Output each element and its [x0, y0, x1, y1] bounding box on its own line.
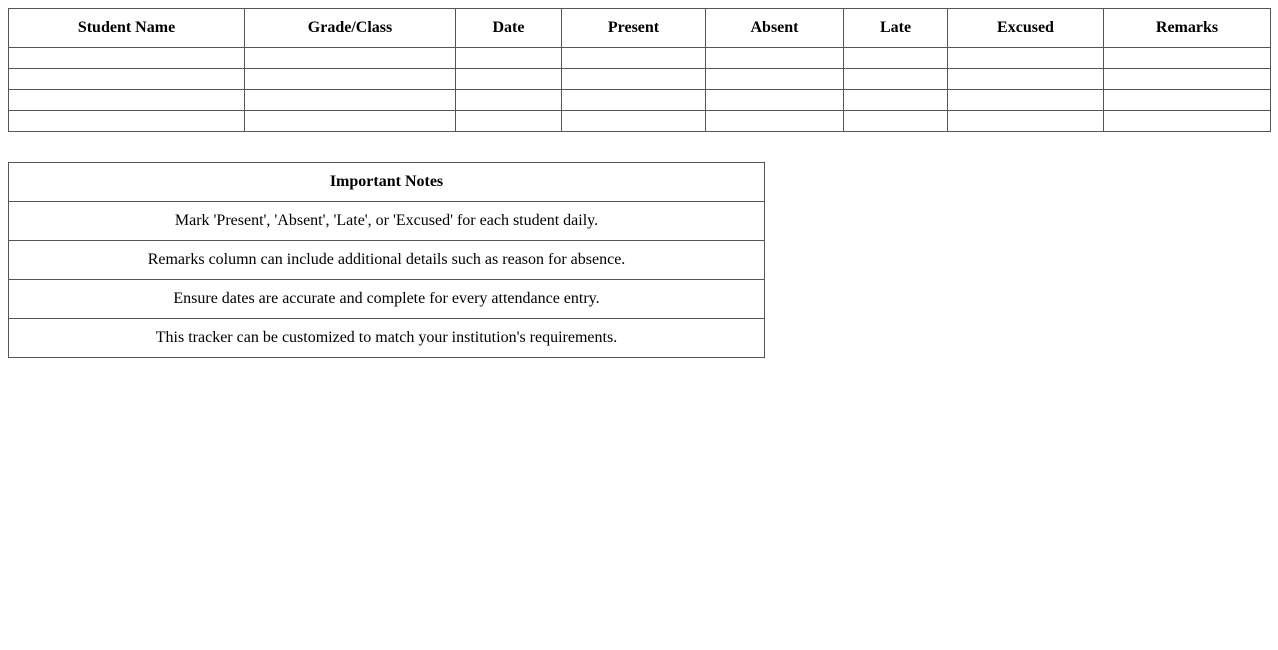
note-item: Mark 'Present', 'Absent', 'Late', or 'Excused' for each student daily.: [9, 202, 765, 241]
attendance-table: [8, 8, 1271, 132]
column-header-date: Date: [456, 9, 562, 48]
column-header-excused: Excused: [948, 9, 1104, 48]
table-cell[interactable]: [9, 69, 245, 90]
column-header-late: Late: [844, 9, 948, 48]
note-row: [9, 241, 765, 280]
table-cell[interactable]: [245, 69, 456, 90]
table-header-row: [9, 9, 1271, 48]
notes-header-row: [9, 163, 765, 202]
table-cell[interactable]: [9, 48, 245, 69]
table-cell[interactable]: [456, 69, 562, 90]
table-cell[interactable]: [456, 48, 562, 69]
column-header-absent: Absent: [706, 9, 844, 48]
table-cell[interactable]: [1104, 48, 1271, 69]
table-cell[interactable]: [706, 48, 844, 69]
table-cell[interactable]: [948, 69, 1104, 90]
table-cell[interactable]: [456, 90, 562, 111]
table-row: [9, 90, 1271, 111]
table-cell[interactable]: [562, 90, 706, 111]
note-row: [9, 202, 765, 241]
table-cell[interactable]: [456, 111, 562, 132]
table-cell[interactable]: [844, 48, 948, 69]
table-cell[interactable]: [562, 111, 706, 132]
table-row: [9, 48, 1271, 69]
table-cell[interactable]: [844, 111, 948, 132]
table-cell[interactable]: [9, 90, 245, 111]
table-cell[interactable]: [562, 69, 706, 90]
important-notes-table: [8, 162, 765, 358]
note-item: This tracker can be customized to match your institution's requirements.: [9, 319, 765, 358]
table-cell[interactable]: [948, 111, 1104, 132]
table-cell[interactable]: [948, 48, 1104, 69]
table-cell[interactable]: [948, 90, 1104, 111]
table-cell[interactable]: [245, 90, 456, 111]
table-cell[interactable]: [706, 111, 844, 132]
column-header-student-name: Student Name: [9, 9, 245, 48]
table-cell[interactable]: [1104, 69, 1271, 90]
table-cell[interactable]: [706, 90, 844, 111]
column-header-present: Present: [562, 9, 706, 48]
table-cell[interactable]: [9, 111, 245, 132]
column-header-remarks: Remarks: [1104, 9, 1271, 48]
column-header-grade-class: Grade/Class: [245, 9, 456, 48]
table-cell[interactable]: [844, 90, 948, 111]
table-row: [9, 111, 1271, 132]
note-item: Ensure dates are accurate and complete for every attendance entry.: [9, 280, 765, 319]
table-row: [9, 69, 1271, 90]
note-item: Remarks column can include additional details such as reason for absence.: [9, 241, 765, 280]
table-cell[interactable]: [245, 48, 456, 69]
table-cell[interactable]: [245, 111, 456, 132]
table-cell[interactable]: [1104, 90, 1271, 111]
table-cell[interactable]: [562, 48, 706, 69]
note-row: [9, 280, 765, 319]
notes-title: Important Notes: [9, 163, 765, 202]
note-row: [9, 319, 765, 358]
table-cell[interactable]: [1104, 111, 1271, 132]
table-cell[interactable]: [706, 69, 844, 90]
table-cell[interactable]: [844, 69, 948, 90]
